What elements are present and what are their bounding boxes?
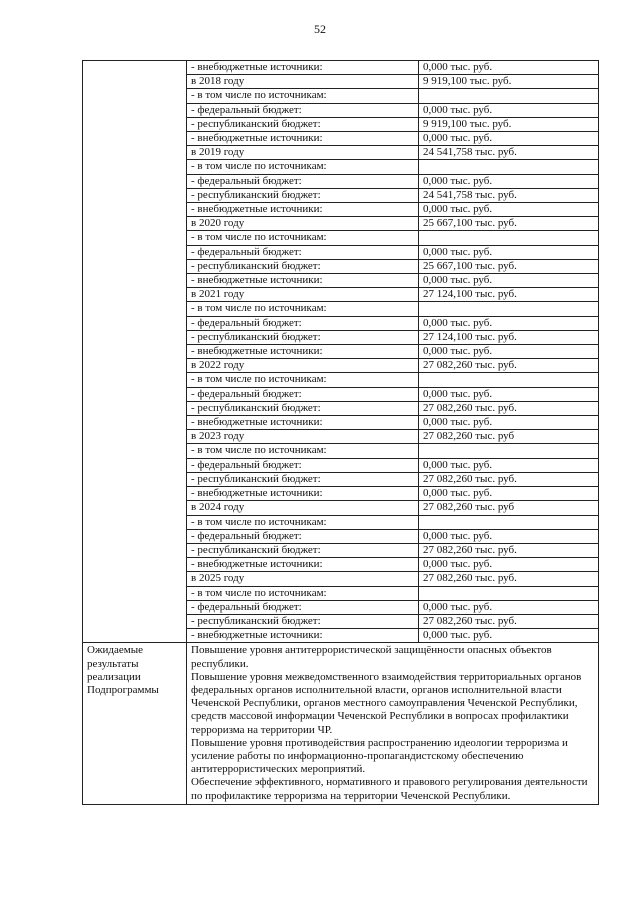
funding-item-amount: 0,000 тыс. руб. <box>419 487 599 501</box>
funding-item-amount: 27 124,100 тыс. руб. <box>419 288 599 302</box>
funding-item-amount: 0,000 тыс. руб. <box>419 274 599 288</box>
funding-item-amount: 25 667,100 тыс. руб. <box>419 259 599 273</box>
funding-item-label: - федеральный бюджет: <box>187 103 419 117</box>
funding-item-label: в 2019 году <box>187 146 419 160</box>
funding-item-label: в 2024 году <box>187 501 419 515</box>
funding-item-label: - в том числе по источникам: <box>187 444 419 458</box>
funding-item-amount: 27 082,260 тыс. руб <box>419 430 599 444</box>
funding-item-amount <box>419 444 599 458</box>
funding-item-amount: 27 082,260 тыс. руб <box>419 501 599 515</box>
funding-item-amount: 24 541,758 тыс. руб. <box>419 146 599 160</box>
funding-item-label: в 2023 году <box>187 430 419 444</box>
funding-item-amount <box>419 231 599 245</box>
funding-item-amount: 9 919,100 тыс. руб. <box>419 75 599 89</box>
funding-item-label: в 2018 году <box>187 75 419 89</box>
funding-item-amount: 27 082,260 тыс. руб. <box>419 572 599 586</box>
funding-item-label: в 2022 году <box>187 359 419 373</box>
funding-item-label: - федеральный бюджет: <box>187 529 419 543</box>
funding-item-amount: 0,000 тыс. руб. <box>419 387 599 401</box>
funding-item-amount: 0,000 тыс. руб. <box>419 245 599 259</box>
results-text <box>187 643 599 804</box>
funding-item-label: - федеральный бюджет: <box>187 458 419 472</box>
funding-item-label: - внебюджетные источники: <box>187 61 419 75</box>
funding-item-amount <box>419 586 599 600</box>
funding-item-amount <box>419 89 599 103</box>
funding-item-amount: 0,000 тыс. руб. <box>419 558 599 572</box>
funding-item-amount: 27 082,260 тыс. руб. <box>419 614 599 628</box>
funding-item-label: - в том числе по источникам: <box>187 302 419 316</box>
results-paragraph: Повышение уровня антитеррористической защищённости опасных объектов республики. <box>191 644 552 670</box>
funding-item-label: - федеральный бюджет: <box>187 387 419 401</box>
page-number: 52 <box>314 22 326 36</box>
funding-item-amount: 9 919,100 тыс. руб. <box>419 117 599 131</box>
funding-item-amount <box>419 373 599 387</box>
funding-item-label: - федеральный бюджет: <box>187 600 419 614</box>
funding-item-label: - республиканский бюджет: <box>187 614 419 628</box>
funding-item-label: в 2020 году <box>187 217 419 231</box>
funding-item-label: - внебюджетные источники: <box>187 487 419 501</box>
funding-item-amount: 25 667,100 тыс. руб. <box>419 217 599 231</box>
funding-table-body <box>83 61 599 643</box>
funding-item-label: - в том числе по источникам: <box>187 89 419 103</box>
funding-item-label: - внебюджетные источники: <box>187 274 419 288</box>
funding-item-label: - в том числе по источникам: <box>187 160 419 174</box>
funding-item-label: - республиканский бюджет: <box>187 117 419 131</box>
funding-table <box>82 60 599 805</box>
funding-item-label: - внебюджетные источники: <box>187 345 419 359</box>
funding-item-amount: 0,000 тыс. руб. <box>419 132 599 146</box>
funding-item-label: - в том числе по источникам: <box>187 586 419 600</box>
funding-item-amount: 0,000 тыс. руб. <box>419 203 599 217</box>
results-row <box>83 643 599 804</box>
funding-item-label: в 2025 году <box>187 572 419 586</box>
funding-item-label: - внебюджетные источники: <box>187 203 419 217</box>
funding-item-label: - в том числе по источникам: <box>187 515 419 529</box>
funding-item-amount <box>419 302 599 316</box>
funding-item-label: - в том числе по источникам: <box>187 373 419 387</box>
funding-item-label: - федеральный бюджет: <box>187 316 419 330</box>
funding-item-label: - в том числе по источникам: <box>187 231 419 245</box>
funding-item-label: - федеральный бюджет: <box>187 245 419 259</box>
row-header-cell <box>83 61 187 643</box>
funding-item-amount: 24 541,758 тыс. руб. <box>419 188 599 202</box>
funding-item-amount: 0,000 тыс. руб. <box>419 458 599 472</box>
results-label: Ожидаемые результаты реализации Подпрограммы <box>83 643 187 804</box>
funding-item-amount: 27 124,100 тыс. руб. <box>419 330 599 344</box>
funding-item-amount: 27 082,260 тыс. руб. <box>419 472 599 486</box>
funding-item-label: - республиканский бюджет: <box>187 401 419 415</box>
funding-item-amount: 0,000 тыс. руб. <box>419 316 599 330</box>
funding-item-label: - республиканский бюджет: <box>187 472 419 486</box>
funding-item-label: - федеральный бюджет: <box>187 174 419 188</box>
results-paragraph: Повышение уровня противодействия распространению идеологии терроризма и усиление работы по информационно-пропагандистскому обеспечению антитеррористических мероприятий. <box>191 736 568 776</box>
funding-item-label: - республиканский бюджет: <box>187 188 419 202</box>
funding-item-amount: 0,000 тыс. руб. <box>419 600 599 614</box>
funding-item-amount: 0,000 тыс. руб. <box>419 529 599 543</box>
funding-item-amount: 27 082,260 тыс. руб. <box>419 543 599 557</box>
funding-item-amount: 0,000 тыс. руб. <box>419 174 599 188</box>
funding-item-amount: 0,000 тыс. руб. <box>419 103 599 117</box>
funding-item-label: - внебюджетные источники: <box>187 416 419 430</box>
funding-item-label: - республиканский бюджет: <box>187 543 419 557</box>
funding-item-amount <box>419 515 599 529</box>
funding-item-label: - внебюджетные источники: <box>187 558 419 572</box>
funding-item-amount <box>419 160 599 174</box>
funding-item-amount: 0,000 тыс. руб. <box>419 416 599 430</box>
funding-item-label: в 2021 году <box>187 288 419 302</box>
funding-item-amount: 27 082,260 тыс. руб. <box>419 401 599 415</box>
funding-item-amount: 27 082,260 тыс. руб. <box>419 359 599 373</box>
funding-item-amount: 0,000 тыс. руб. <box>419 61 599 75</box>
funding-item-label: - республиканский бюджет: <box>187 330 419 344</box>
funding-item-label: - внебюджетные источники: <box>187 629 419 643</box>
funding-item-amount: 0,000 тыс. руб. <box>419 629 599 643</box>
funding-row <box>83 61 599 75</box>
funding-item-label: - республиканский бюджет: <box>187 259 419 273</box>
funding-item-label: - внебюджетные источники: <box>187 132 419 146</box>
results-paragraph: Повышение уровня межведомственного взаимодействия территориальных органов федеральных органов исполнительной власти, органов исполнительной власти Чеченской Республики, органов местного самоуправления Чеченской Республики, средств массовой информации Чеченской Республики в вопросах профилактики терроризма на территории ЧР. <box>191 670 582 736</box>
funding-item-amount: 0,000 тыс. руб. <box>419 345 599 359</box>
results-paragraph: Обеспечение эффективного, нормативного и правового регулирования деятельности по профилактике терроризма на территории Чеченской Республики. <box>191 776 588 802</box>
